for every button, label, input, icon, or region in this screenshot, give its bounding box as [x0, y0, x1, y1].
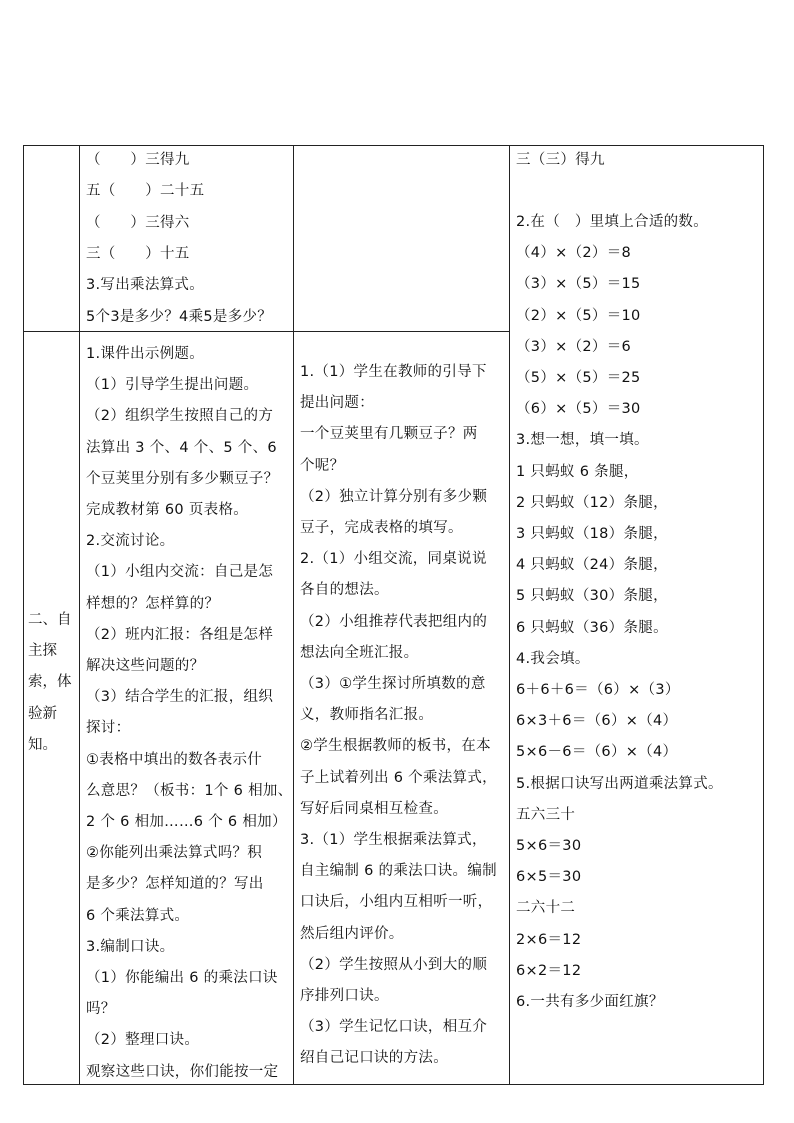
student-activity-line: ②学生根据教师的板书，在本 [300, 738, 491, 755]
answer-line: 5×6＝30 [516, 838, 582, 854]
teacher-activity-line: 2.交流讨论。 [86, 533, 175, 550]
answer-line: 3 只蚂蚁（18）条腿， [516, 526, 668, 542]
answers-lines [510, 146, 763, 1083]
student-activity-cell-empty [294, 146, 510, 332]
teacher-activity-line: 3.编制口诀。 [86, 938, 175, 955]
answer-line: （5）×（5）＝25 [516, 370, 641, 386]
answer-line: 五六三十 [516, 806, 576, 823]
student-activity-cell [294, 332, 510, 1085]
stage-label [24, 332, 79, 1084]
teacher-activity-line: 么意思？（板书：1个 6 相加、 [86, 782, 293, 799]
student-activity-line: 绍自己记口诀的方法。 [300, 1050, 448, 1067]
teacher-activity-line: （2）整理口诀。 [86, 1032, 200, 1049]
student-activity-line: 然后组内评价。 [300, 925, 404, 942]
answer-line: 2 只蚂蚁（12）条腿， [516, 494, 668, 511]
answer-line: 二六十二 [516, 900, 576, 917]
answer-line: 6＋6＋6＝（6）×（3） [516, 682, 680, 698]
student-activity-line: （2）学生按照从小到大的顺 [300, 956, 488, 973]
teacher-activity-line: 吗？ [86, 1001, 116, 1018]
teacher-activity-line: （3）结合学生的汇报，组织 [86, 689, 274, 706]
answer-line: （2）×（5）＝10 [516, 307, 641, 324]
answer-line: 1 只蚂蚁 6 条腿， [516, 463, 639, 480]
teacher-activity-line: 解决这些问题的？ [86, 658, 205, 674]
teacher-activity-line: ①表格中填出的数各表示什 [86, 751, 263, 768]
answer-line: 6×5＝30 [516, 869, 582, 886]
student-activity-line: 序排列口诀。 [300, 988, 389, 1004]
student-activity-line: 3.（1）学生根据乘法算式， [300, 832, 487, 848]
lesson-plan-table [23, 145, 764, 1085]
teacher-activity-lines [80, 332, 293, 1084]
answer-line: 三（三）得九 [516, 152, 605, 168]
student-activity-line: 子上试着列出 6 个乘法算式， [300, 769, 497, 786]
answer-line: （3）×（2）＝6 [516, 338, 632, 355]
student-activity-line: 写好后同桌相互检查。 [300, 800, 448, 817]
stage-label-line: 知。 [28, 736, 57, 753]
teacher-activity-line: 探讨： [86, 720, 131, 737]
answer-line: 6.一共有多少面红旗？ [516, 994, 664, 1010]
teacher-activity-line: 2 个 6 相加……6 个 6 相加） [86, 814, 287, 830]
answer-line: 4.我会填。 [516, 650, 590, 667]
activity-line: （ ）三得六 [86, 214, 190, 231]
table-row [24, 146, 764, 332]
answer-line: 6×3＋6＝（6）×（4） [516, 713, 678, 730]
answer-line: 3.想一想，填一填。 [516, 432, 649, 449]
answer-line: 5 只蚂蚁（30）条腿， [516, 588, 668, 605]
activity-line: （ ）三得九 [86, 152, 190, 168]
student-activity-line: 各自的想法。 [300, 582, 389, 599]
student-activity-line: 2.（1）小组交流，同桌说说 [300, 551, 487, 568]
student-activity-line: （3）学生记忆口诀，相互介 [300, 1019, 488, 1036]
activity-line: 三（ ）十五 [86, 245, 190, 262]
student-activity-line: （2）小组推荐代表把组内的 [300, 613, 488, 630]
student-activity-line: 个呢？ [300, 457, 345, 474]
student-activity-lines [294, 332, 509, 1084]
activity-line: 3.写出乘法算式。 [86, 277, 205, 294]
answer-line: 4 只蚂蚁（24）条腿， [516, 557, 668, 574]
stage-label-line: 验新 [28, 705, 57, 722]
student-activity-line: 口诀后，小组内互相听一听， [300, 894, 493, 911]
activity-line: 5个3是多少？4乘5是多少？ [86, 308, 273, 325]
student-activity-line: 一个豆荚里有几颗豆子？两 [300, 426, 478, 443]
teacher-activity-line: 个豆荚里分别有多少颗豆子？ [86, 470, 279, 487]
teacher-activity-line: （1）小组内交流：自己是怎 [86, 564, 274, 581]
stage-cell-empty [24, 146, 80, 332]
student-activity-line: （2）独立计算分别有多少颗 [300, 488, 488, 505]
teacher-activity-line: 样想的？怎样算的？ [86, 595, 220, 612]
stage-label-line: 二、自 [28, 612, 72, 628]
stage-cell [24, 332, 80, 1085]
student-activity-line: 提出问题： [300, 395, 374, 412]
teacher-activity-line: 是多少？怎样知道的？写出 [86, 876, 264, 893]
teacher-activity-line: （1）你能编出 6 的乘法口诀 [86, 970, 278, 986]
teacher-activity-line: 1.课件出示例题。 [86, 346, 205, 362]
answers-cell [510, 146, 764, 1085]
student-activity-line: 义，教师指名汇报。 [300, 707, 434, 724]
teacher-activity-cell [80, 146, 294, 332]
teacher-activity-line: 观察这些口诀，你们能按一定 [86, 1063, 279, 1080]
teacher-activity-line: ②你能列出乘法算式吗？积 [86, 845, 263, 862]
answer-line: 2.在（ ）里填上合适的数。 [516, 214, 709, 230]
student-activity-line: 想法向全班汇报。 [300, 644, 419, 661]
teacher-activity-line: 完成教材第 60 页表格。 [86, 502, 249, 518]
teacher-activity-line: 法算出 3 个、4 个、5 个、6 [86, 439, 277, 456]
teacher-activity-line: （1）引导学生提出问题。 [86, 377, 259, 394]
student-activity-line: （3）①学生探讨所填数的意 [300, 676, 486, 692]
student-activity-line: 1.（1）学生在教师的引导下 [300, 364, 487, 380]
teacher-activity-lines [80, 146, 293, 331]
stage-label-line: 主探 [28, 643, 57, 660]
answer-line: （3）×（5）＝15 [516, 276, 641, 293]
answer-line: 5.根据口诀写出两道乘法算式。 [516, 775, 723, 792]
teacher-activity-line: （2）组织学生按照自己的方 [86, 408, 274, 425]
answer-line: 6 只蚂蚁（36）条腿。 [516, 619, 668, 636]
teacher-activity-cell [80, 332, 294, 1085]
answer-line: （4）×（2）＝8 [516, 245, 632, 262]
student-activity-line: 豆子，完成表格的填写。 [300, 520, 463, 536]
teacher-activity-line: （2）班内汇报：各组是怎样 [86, 626, 274, 643]
answer-line: 2×6＝12 [516, 931, 582, 948]
teacher-activity-line: 6 个乘法算式。 [86, 907, 190, 924]
answer-line: 5×6－6＝（6）×（4） [516, 744, 678, 761]
student-activity-line: 自主编制 6 的乘法口诀。编制 [300, 863, 497, 880]
answer-line: （6）×（5）＝30 [516, 401, 641, 418]
answer-line: 6×2＝12 [516, 962, 582, 979]
stage-label-line: 索，体 [28, 674, 72, 691]
activity-line: 五（ ）二十五 [86, 183, 205, 200]
